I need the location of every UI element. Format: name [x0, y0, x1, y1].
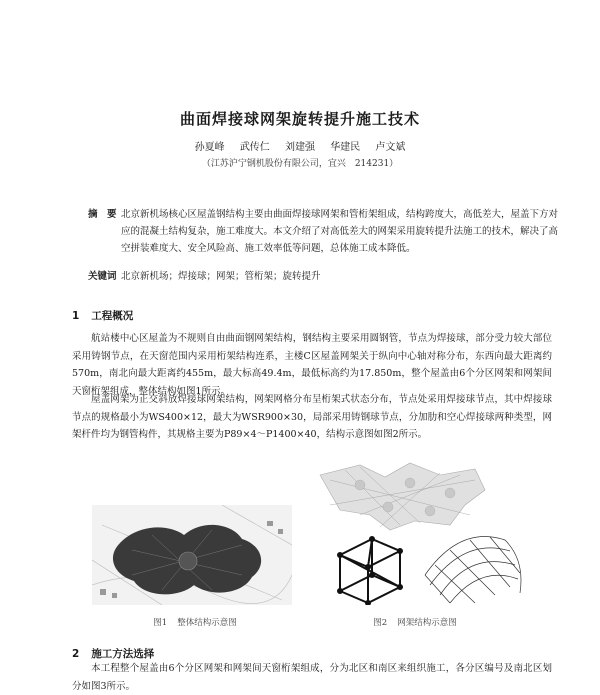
- keywords-label: 关键词: [88, 271, 117, 282]
- section-title: 施工方法选择: [91, 648, 155, 660]
- body-paragraph: 屋盖网架为正交斜放焊接球网架结构，网架网格分布呈桁架式状态分布，节点处采用焊接球节点，其中焊接球节点的规格最小为WS400×12，最大为WSR900×30，局部采用铸钢球节点，分加肋和空心焊接球两种类型，网架杆件均为钢管构件，其规格主要为P89×4～P1400×40，结构示意图如图2所示。: [72, 394, 552, 440]
- body-paragraph: 本工程整个屋盖由6个分区网架和网架间天窗桁架组成，分为北区和南区来组织施工，各分区编号及南北区划分如图3所示。: [72, 663, 552, 692]
- section-heading-2: [72, 646, 154, 661]
- section-title: 工程概况: [91, 310, 134, 322]
- author-list: [0, 138, 600, 153]
- abstract-text: 北京新机场核心区屋盖钢结构主要由曲面焊接球网架和管桁架组成，结构跨度大，高低差大，屋盖下方对应的混凝土结构复杂，施工难度大。本文介绍了对高低差大的网架采用旋转提升法施工的技术，解决了高空拼装难度大、安全风险高、施工效率低等问题，总体施工成本降低。: [121, 209, 559, 254]
- figure-2-image: [300, 455, 540, 605]
- affiliation: （江苏沪宁钢机股份有限公司，宜兴 214231）: [201, 159, 399, 169]
- figure-number: 图2: [373, 618, 388, 628]
- abstract-label: 摘 要: [88, 209, 117, 220]
- figure-caption-text: 网架结构示意图: [397, 618, 457, 628]
- section-number: 1: [72, 310, 80, 322]
- figure-2-caption: [340, 616, 490, 628]
- author: 华建民: [330, 142, 361, 153]
- section-number: 2: [72, 648, 80, 660]
- author: 卢文斌: [375, 142, 406, 153]
- keywords: [88, 268, 558, 286]
- author: 武传仁: [239, 142, 270, 153]
- author: 刘建强: [285, 142, 315, 153]
- abstract: [88, 206, 558, 266]
- figure-caption-text: 整体结构示意图: [177, 618, 237, 628]
- figure-number: 图1: [153, 618, 168, 628]
- figure-1-image: [92, 505, 292, 605]
- paper-title: 曲面焊接球网架旋转提升施工技术: [179, 110, 420, 128]
- body-paragraph: 航站楼中心区屋盖为不规则自由曲面钢网架结构，钢结构主要采用圆钢管，节点为焊接球，部分受力较大部位采用铸钢节点，在天窗范围内采用桁架结构连系，主楼C区屋盖网架关于纵向中心轴对称分布，东西向最大距离约570m，南北向最大距离约455m，最大标高49.4m，最低标高约为17.850m，整个屋盖由6个分区网架和网架间天窗桁架组成，整体结构如图1所示。: [72, 333, 552, 397]
- section-heading-1: [72, 308, 133, 323]
- keywords-text: 北京新机场；焊接球；网架；管桁架；旋转提升: [121, 271, 321, 282]
- author: 孙夏峰: [194, 142, 225, 153]
- figure-1-caption: [120, 616, 270, 628]
